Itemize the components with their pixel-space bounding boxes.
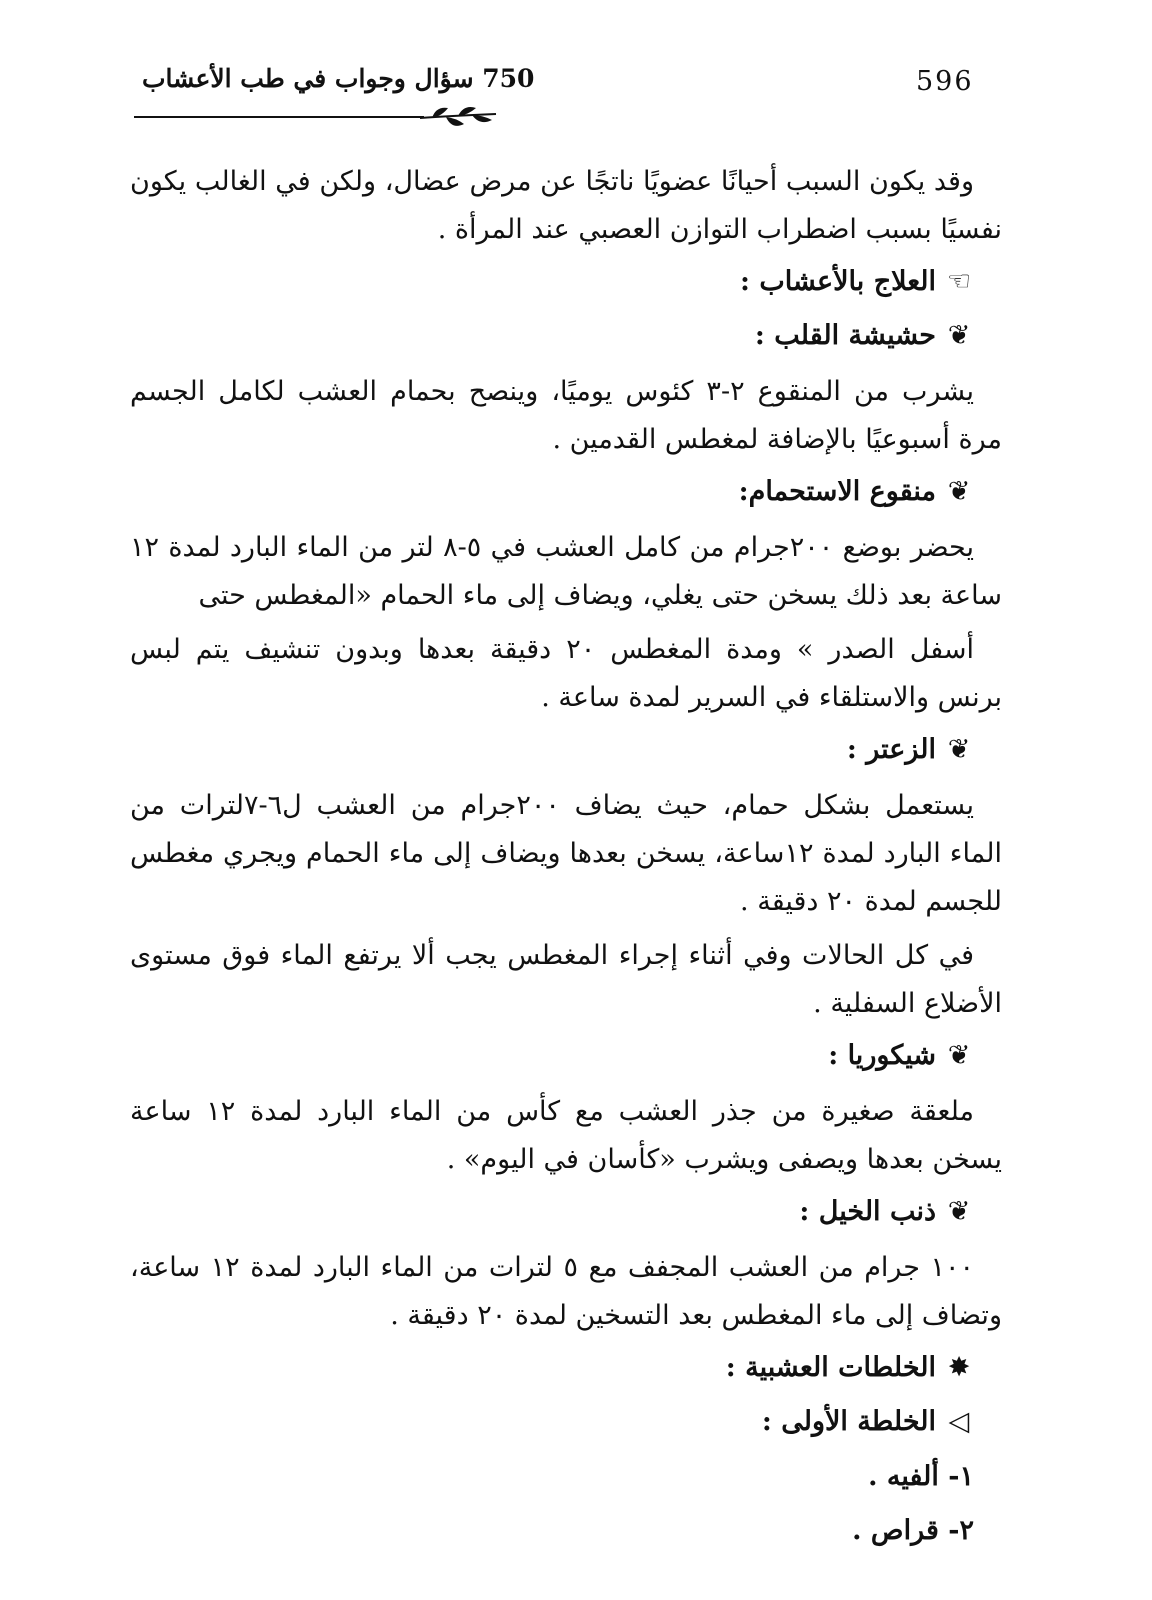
herb3-heading-text: شيكوريا : xyxy=(828,1040,936,1071)
herb2-paragraph: يستعمل بشكل حمام، حيث يضاف ٢٠٠جرام من العشب ل٦-٧لترات من الماء البارد لمدة ١٢ساعة، يسخن بعدها ويضاف إلى ماء الحمام ويجري مغطس للجسم لمدة ٢٠ دقيقة . xyxy=(130,790,1003,917)
bath-paragraph-2: أسفل الصدر » ومدة المغطس ٢٠ دقيقة بعدها وبدون تنشيف يتم لبس برنس والاستلقاء في السرير لمدة ساعة . xyxy=(130,634,1002,713)
bath-paragraph-1: يحضر بوضع ٢٠٠جرام من كامل العشب في ٥-٨ لتر من الماء البارد لمدة ١٢ ساعة بعد ذلك يسخن حتى يغلي، ويضاف إلى ماء الحمام «المغطس حتى xyxy=(130,532,1002,611)
mixtures-heading-text: الخلطات العشبية : xyxy=(725,1352,936,1383)
page-header xyxy=(126,62,1006,132)
herb2-heading-text: الزعتر : xyxy=(846,734,936,765)
flourish-bullet-icon: ❦ xyxy=(947,320,971,351)
intro-paragraph: وقد يكون السبب أحيانًا عضويًا ناتجًا عن مرض عضال، ولكن في الغالب يكون نفسيًا بسبب اضطراب التوازن العصبي عند المرأة . xyxy=(130,166,1002,245)
mixture1-heading xyxy=(130,1400,1002,1444)
mixture1-heading-text: الخلطة الأولى : xyxy=(761,1406,936,1437)
hand-pointer-icon: ☜ xyxy=(946,266,972,297)
page-body xyxy=(130,158,1002,1562)
flourish-bullet-icon: ❦ xyxy=(947,734,971,765)
bath-heading-text: منقوع الاستحمام: xyxy=(738,476,936,507)
herb3-paragraph: ملعقة صغيرة من جذر العشب مع كأس من الماء البارد لمدة ١٢ ساعة يسخن بعدها ويصفى ويشرب «كأسان في اليوم» . xyxy=(130,1096,1002,1175)
list-item: ١- ألفيه . xyxy=(868,1461,974,1492)
arrowhead-bullet-icon: ◁ xyxy=(948,1406,970,1437)
flourish-bullet-icon: ❦ xyxy=(947,1196,971,1227)
herb1-heading-text: حشيشة القلب : xyxy=(754,320,936,351)
herb1-paragraph: يشرب من المنقوع ٢-٣ كئوس يوميًا، وينصح بحمام العشب لكامل الجسم مرة أسبوعيًا بالإضافة لمغطس القدمين . xyxy=(130,376,1002,455)
leaf-branch-icon xyxy=(418,102,498,132)
flourish-bullet-icon: ❦ xyxy=(947,476,971,507)
herb-heading xyxy=(130,314,1002,358)
page-number: 596 xyxy=(916,66,974,97)
flourish-bullet-icon: ❦ xyxy=(947,1040,971,1071)
list-item: ٢- قراص . xyxy=(852,1515,974,1546)
herb4-heading-text: ذنب الخيل : xyxy=(799,1196,936,1227)
herb4-paragraph: ١٠٠ جرام من العشب المجفف مع ٥ لترات من الماء البارد لمدة ١٢ ساعة، وتضاف إلى ماء المغطس بعد التسخين لمدة ٢٠ دقيقة . xyxy=(130,1252,1002,1331)
herb-heading xyxy=(130,728,1002,772)
book-title: 750 سؤال وجواب في طب الأعشاب xyxy=(142,64,535,93)
header-rule xyxy=(134,116,424,118)
mixtures-heading xyxy=(130,1346,1002,1390)
treatment-heading xyxy=(130,260,1002,304)
herb-heading xyxy=(130,1190,1002,1234)
star-bullet-icon: ✸ xyxy=(947,1352,971,1383)
treatment-heading-text: العلاج بالأعشاب : xyxy=(739,266,936,297)
general-paragraph: في كل الحالات وفي أثناء إجراء المغطس يجب ألا يرتفع الماء فوق مستوى الأضلاع السفلية . xyxy=(130,940,1002,1019)
herb-heading xyxy=(130,470,1002,514)
herb-heading xyxy=(130,1034,1002,1078)
